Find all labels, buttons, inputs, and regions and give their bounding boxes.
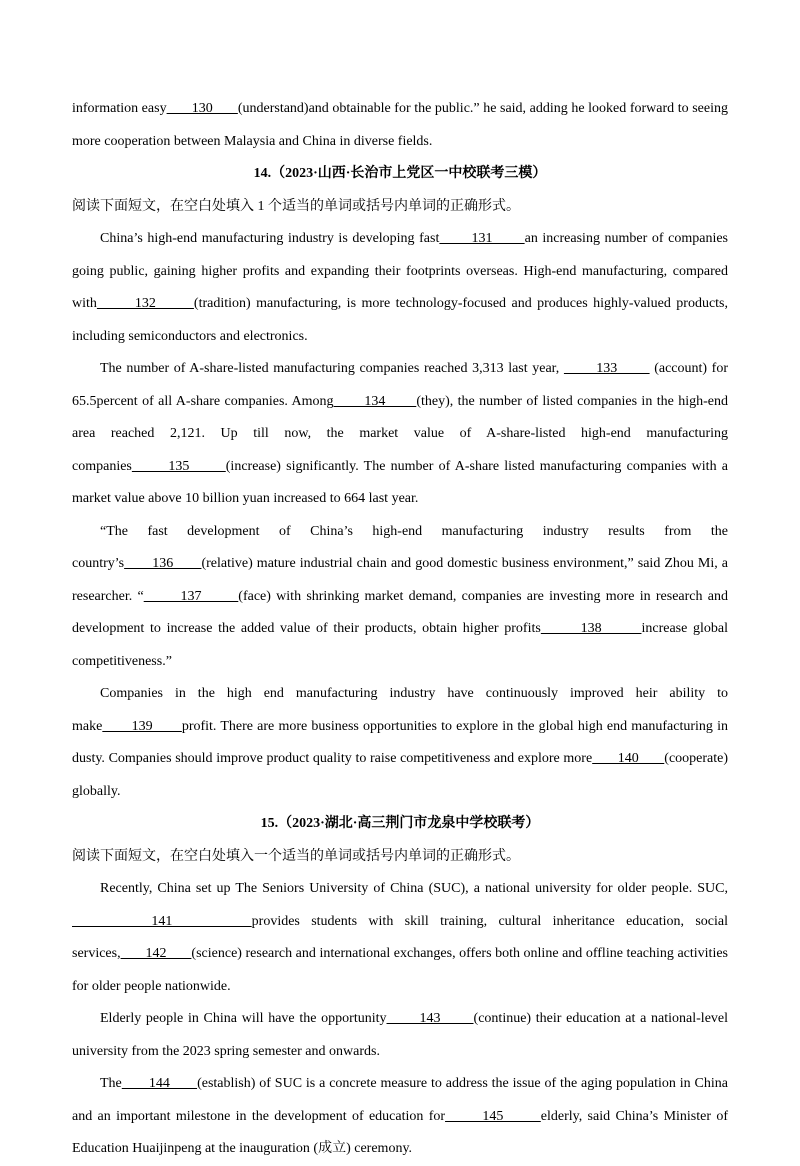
passage-text: China’s high-end manufacturing industry is developing fast xyxy=(100,231,440,246)
instruction-text: 阅读下面短文，在空白处填入 1 个适当的单词或括号内单词的正确形式。 xyxy=(72,198,520,214)
blank-number: 136 xyxy=(124,556,202,571)
passage-text: (increase) significantly. The number of A-share listed manufacturing companies with a market value above 10 billion yuan increased to 664 last year. xyxy=(72,458,728,506)
passage-text: (science) research and international exchanges, offers both online and offline teaching activities for older people nationwide. xyxy=(72,946,728,994)
passage-text: elderly, said China’s Minister of Education Huaijinpeng at the inauguration (成立) ceremony. xyxy=(72,1108,729,1156)
blank-number: 134 xyxy=(333,393,417,409)
passage-text: profit. There are more business opportunities to explore in the global high end manufacturing in dusty. Companies should improve product quality to raise competitiveness and explore more xyxy=(72,718,728,766)
section-title: 14.（2023·山西·长治市上党区一中校联考三模） xyxy=(253,166,547,181)
passage-text: (account) for 65.5percent of all A-share companies. Among xyxy=(72,361,729,409)
passage-paragraph xyxy=(72,223,728,353)
blank-number: 139 xyxy=(102,718,182,734)
passage-text: (relative) mature industrial chain and good domestic business environment,” said Zhou Mi, a researcher. “ xyxy=(72,556,729,604)
passage-text: “The fast development of China’s high-end manufacturing industry results from the country’s xyxy=(72,523,728,571)
passage-paragraph xyxy=(72,1068,728,1166)
passage-paragraph xyxy=(72,516,728,679)
passage-text: Elderly people in China will have the opportunity xyxy=(100,1011,387,1026)
passage-text: increase global competitiveness.” xyxy=(72,621,729,669)
blank-number: 131 xyxy=(439,231,525,246)
passage-text: (they), the number of listed companies in the high-end area reached 2,121. Up till now, the market value of A-share-listed high-end manufacturing companies xyxy=(72,393,729,474)
passage-text: Companies in the high end manufacturing industry have continuously improved heir ability to make xyxy=(72,686,728,734)
passage-text: (establish) of SUC is a concrete measure to address the issue of the aging population in China and an important milestone in the development of education for xyxy=(72,1076,728,1124)
passage-text: Recently, China set up The Seniors University of China (SUC), a national university for older people. SUC, xyxy=(100,881,728,896)
blank-number: 145 xyxy=(445,1108,541,1124)
blank-number: 135 xyxy=(131,458,226,474)
passage-text: The xyxy=(100,1076,122,1091)
passage-paragraph xyxy=(72,353,728,516)
passage-paragraph xyxy=(72,678,728,808)
passage-text: an increasing number of companies going public, gaining higher profits and expanding their footprints overseas. High-end manufacturing, compared with xyxy=(72,231,729,311)
blank-number: 130 xyxy=(166,101,238,116)
blank-number: 138 xyxy=(540,621,642,636)
passage-text: information easy xyxy=(72,101,167,116)
passage-paragraph xyxy=(72,93,728,158)
passage-paragraph xyxy=(72,873,728,1003)
passage-text: (understand)and obtainable for the public.” he said, adding he looked forward to seeing more cooperation between Malaysia and China in diverse fields. xyxy=(72,101,728,149)
passage-text: (cooperate) globally. xyxy=(72,751,729,799)
blank-number: 137 xyxy=(143,588,239,604)
passage-text: provides students with skill training, cultural inheritance education, social services, xyxy=(72,913,728,961)
blank-number: 133 xyxy=(563,361,650,376)
passage-text: (face) with shrinking market demand, companies are investing more in research and development to increase the added value of their products, obtain higher profits xyxy=(72,588,728,636)
blank-number: 144 xyxy=(121,1076,198,1091)
blank-number: 132 xyxy=(96,296,194,311)
passage-text: (continue) their education at a national-level university from the 2023 spring semester and onwards. xyxy=(72,1011,729,1059)
blank-number: 143 xyxy=(386,1011,474,1026)
section-title: 15.（2023·湖北·高三荆门市龙泉中学校联考） xyxy=(260,816,540,831)
blank-number: 140 xyxy=(592,751,665,766)
passage-text: (tradition) manufacturing, is more technology-focused and produces highly-valued products, including semiconductors and electronics. xyxy=(72,296,728,344)
passage-text: The number of A-share-listed manufacturing companies reached 3,313 last year, xyxy=(100,361,564,376)
passage-paragraph xyxy=(72,1003,728,1068)
instruction-text: 阅读下面短文，在空白处填入一个适当的单词或括号内单词的正确形式。 xyxy=(72,848,520,864)
blank-number: 142 xyxy=(120,946,192,961)
blank-number: 141 xyxy=(72,913,252,929)
